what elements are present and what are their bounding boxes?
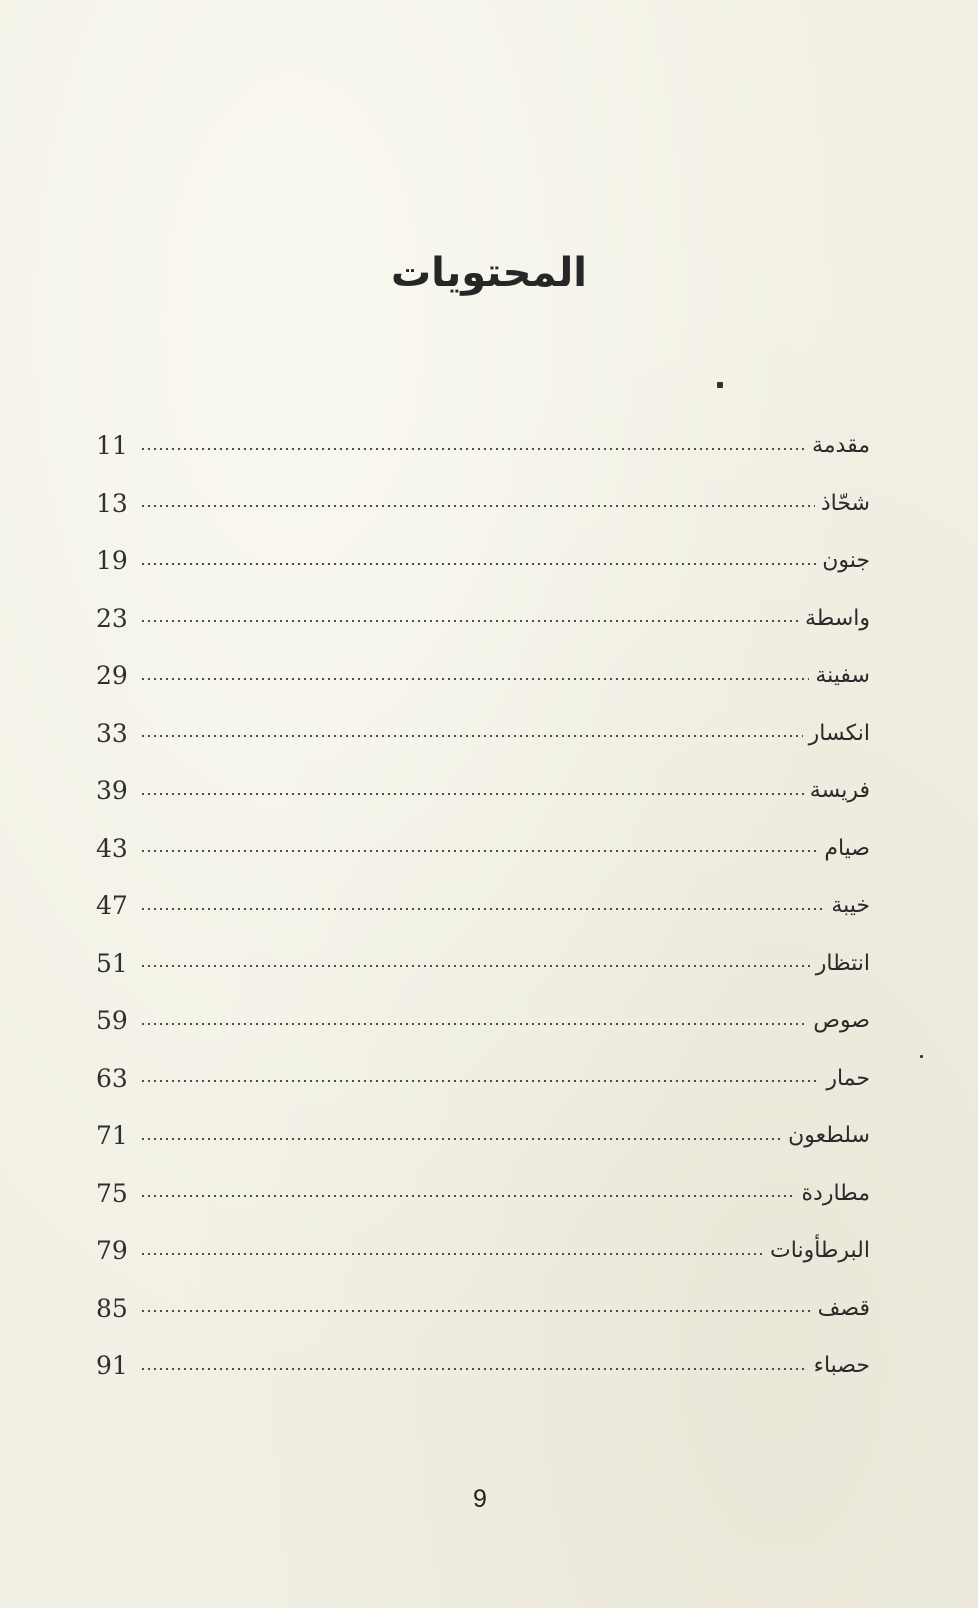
dot-leader (140, 735, 803, 737)
toc-entry-page: 11 (96, 431, 128, 461)
dot-leader (140, 1253, 764, 1255)
toc-entry (96, 1050, 870, 1108)
toc-entry-title: مقدمة (811, 433, 870, 459)
toc-entry-title: سلطعون (788, 1123, 870, 1149)
toc-entry-page: 51 (96, 948, 128, 978)
toc-entry-page: 63 (96, 1063, 128, 1093)
dot-leader (140, 620, 799, 622)
toc-entry (96, 1165, 870, 1223)
toc-entry (96, 417, 870, 475)
dot-leader (140, 1195, 796, 1197)
page-number: 9 (473, 1485, 487, 1513)
dot-leader (140, 505, 815, 507)
dot-leader (140, 1138, 782, 1140)
dot-leader (140, 793, 804, 795)
dot-leader (140, 908, 825, 910)
dot-leader (140, 563, 816, 565)
dot-leader (140, 1080, 820, 1082)
toc-entry-title: سفينة (815, 663, 870, 689)
toc-entry-page: 79 (96, 1236, 128, 1266)
dot-leader (140, 965, 810, 967)
toc-entry-page: 85 (96, 1293, 128, 1323)
toc-entry-title: خيبة (831, 893, 870, 919)
dot-leader (140, 1310, 812, 1312)
dot-leader (140, 850, 818, 852)
toc-entry (96, 762, 870, 820)
dot-leader (140, 678, 809, 680)
table-of-contents (96, 417, 870, 1395)
toc-entry (96, 1337, 870, 1395)
toc-entry-title: حصباء (813, 1353, 870, 1379)
toc-entry (96, 935, 870, 993)
toc-entry (96, 992, 870, 1050)
toc-entry-page: 43 (96, 833, 128, 863)
toc-entry-page: 71 (96, 1121, 128, 1151)
toc-entry-title: انتظار (815, 950, 870, 976)
toc-entry-page: 13 (96, 488, 128, 518)
dot-leader (140, 448, 806, 450)
toc-entry-title: حمار (826, 1065, 870, 1091)
toc-entry-title: جنون (822, 548, 870, 574)
toc-entry-page: 75 (96, 1178, 128, 1208)
toc-entry (96, 590, 870, 648)
toc-entry (96, 647, 870, 705)
dot-leader (140, 1368, 808, 1370)
toc-entry-page: 91 (96, 1351, 128, 1381)
ink-speck (920, 1055, 923, 1058)
toc-entry-title: صيام (824, 835, 870, 861)
toc-entry (96, 705, 870, 763)
toc-entry-page: 29 (96, 661, 128, 691)
toc-entry-title: صوص (813, 1008, 870, 1034)
toc-entry-title: فريسة (809, 778, 870, 804)
toc-entry-page: 39 (96, 776, 128, 806)
toc-entry-title: شحّاذ (820, 490, 870, 516)
toc-entry-page: 33 (96, 718, 128, 748)
toc-entry (96, 1280, 870, 1338)
toc-entry-page: 59 (96, 1006, 128, 1036)
page-title: المحتويات (390, 250, 587, 296)
dot-leader (140, 1023, 807, 1025)
toc-entry-page: 23 (96, 603, 128, 633)
toc-entry (96, 475, 870, 533)
ink-speck (717, 382, 723, 388)
toc-entry (96, 1222, 870, 1280)
toc-entry-page: 47 (96, 891, 128, 921)
toc-entry (96, 877, 870, 935)
toc-entry-title: واسطة (804, 605, 870, 631)
toc-entry (96, 532, 870, 590)
toc-entry-title: قصف (817, 1295, 870, 1321)
toc-entry-title: البرطأونات (770, 1238, 870, 1264)
toc-entry (96, 820, 870, 878)
toc-entry-title: انكسار (808, 720, 870, 746)
toc-entry-title: مطاردة (801, 1180, 870, 1206)
toc-entry-page: 19 (96, 546, 128, 576)
toc-entry (96, 1107, 870, 1165)
